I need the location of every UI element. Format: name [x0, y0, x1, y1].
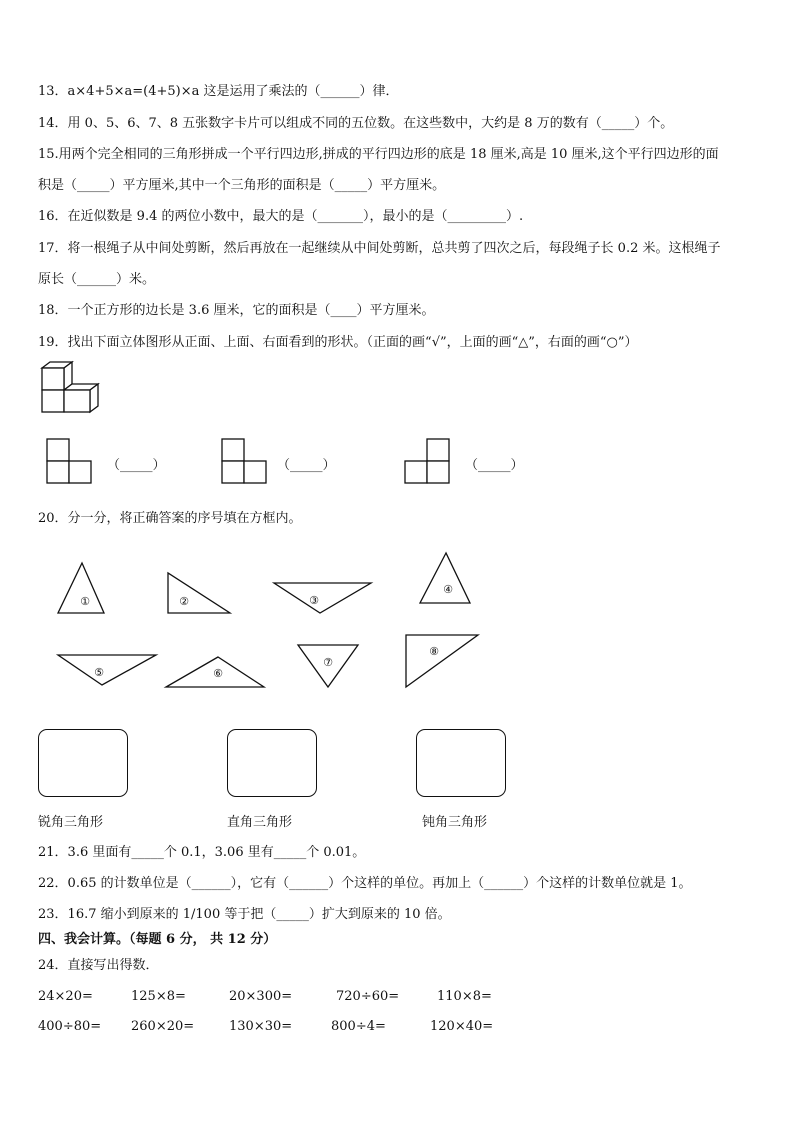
question-19: 19．找出下面立体图形从正面、上面、右面看到的形状。（正面的画“√”，上面的画“△”，右面的画“○”） [38, 335, 638, 350]
calc-1-1: 24×20= [38, 989, 93, 1004]
triangle-label-4: ④ [443, 583, 453, 596]
category-obtuse: 钝角三角形 [422, 815, 488, 830]
question-17-line1: 17．将一根绳子从中间处剪断，然后再放在一起继续从中间处剪断，总共剪了四次之后，每段绳子长 0.2 米。这根绳子 [38, 241, 721, 256]
triangles-group [38, 545, 498, 695]
box-right[interactable] [227, 729, 317, 797]
category-right: 直角三角形 [227, 815, 293, 830]
question-20: 20．分一分，将正确答案的序号填在方框内。 [38, 511, 302, 526]
category-acute: 锐角三角形 [38, 815, 104, 830]
question-13: 13．a×4+5×a=(4+5)×a 这是运用了乘法的（______）律． [38, 84, 399, 99]
section-4-title: 四、我会计算。（每题 6 分， 共 12 分） [38, 932, 277, 947]
box-acute[interactable] [38, 729, 128, 797]
triangle-label-6: ⑥ [213, 667, 223, 680]
box-obtuse[interactable] [416, 729, 506, 797]
question-15-line1: 15.用两个完全相同的三角形拼成一个平行四边形,拼成的平行四边形的底是 18 厘米,高是 10 厘米,这个平行四边形的面 [38, 147, 719, 162]
calc-2-1: 400÷80= [38, 1019, 102, 1034]
question-14: 14．用 0、5、6、7、8 五张数字卡片可以组成不同的五位数。在这些数中，大约是 8 万的数有（_____）个。 [38, 116, 674, 131]
view-answer-1[interactable]: （_____） [107, 458, 166, 473]
question-22: 22．0.65 的计数单位是（______），它有（______）个这样的单位。再加上（______）个这样的计数单位就是 1。 [38, 876, 692, 891]
triangle-label-1: ① [80, 595, 90, 608]
calc-2-4: 800÷4= [331, 1019, 386, 1034]
view-shape-1 [46, 438, 94, 486]
question-23: 23．16.7 缩小到原来的 1/100 等于把（_____）扩大到原来的 10 倍。 [38, 907, 451, 922]
triangle-8 [406, 635, 478, 687]
view-shape-3 [404, 438, 454, 488]
triangle-label-2: ② [179, 595, 189, 608]
question-21: 21．3.6 里面有_____个 0.1，3.06 里有_____个 0.01。 [38, 845, 366, 860]
question-15-line2: 积是（_____）平方厘米,其中一个三角形的面积是（_____）平方厘米。 [38, 178, 446, 193]
triangle-3 [274, 583, 371, 613]
calc-1-5: 110×8= [437, 989, 492, 1004]
triangle-label-5: ⑤ [94, 666, 104, 679]
calc-1-2: 125×8= [131, 989, 186, 1004]
view-answer-2[interactable]: （_____） [277, 458, 336, 473]
triangle-label-8: ⑧ [429, 645, 439, 658]
calc-1-4: 720÷60= [336, 989, 400, 1004]
calc-1-3: 20×300= [229, 989, 293, 1004]
view-answer-3[interactable]: （_____） [465, 458, 524, 473]
question-17-line2: 原长（______）米。 [38, 272, 156, 287]
calc-2-3: 130×30= [229, 1019, 293, 1034]
question-18: 18．一个正方形的边长是 3.6 厘米，它的面积是（____）平方厘米。 [38, 303, 435, 318]
solid-figure [38, 360, 108, 416]
question-24: 24．直接写出得数． [38, 958, 159, 973]
question-16: 16．在近似数是 9.4 的两位小数中，最大的是（_______），最小的是（_________）. [38, 209, 524, 224]
calc-2-5: 120×40= [430, 1019, 494, 1034]
calc-2-2: 260×20= [131, 1019, 195, 1034]
triangle-5 [58, 655, 156, 685]
view-shape-2 [221, 438, 269, 486]
triangle-label-3: ③ [309, 594, 319, 607]
triangle-2 [168, 573, 230, 613]
triangle-label-7: ⑦ [323, 656, 333, 669]
